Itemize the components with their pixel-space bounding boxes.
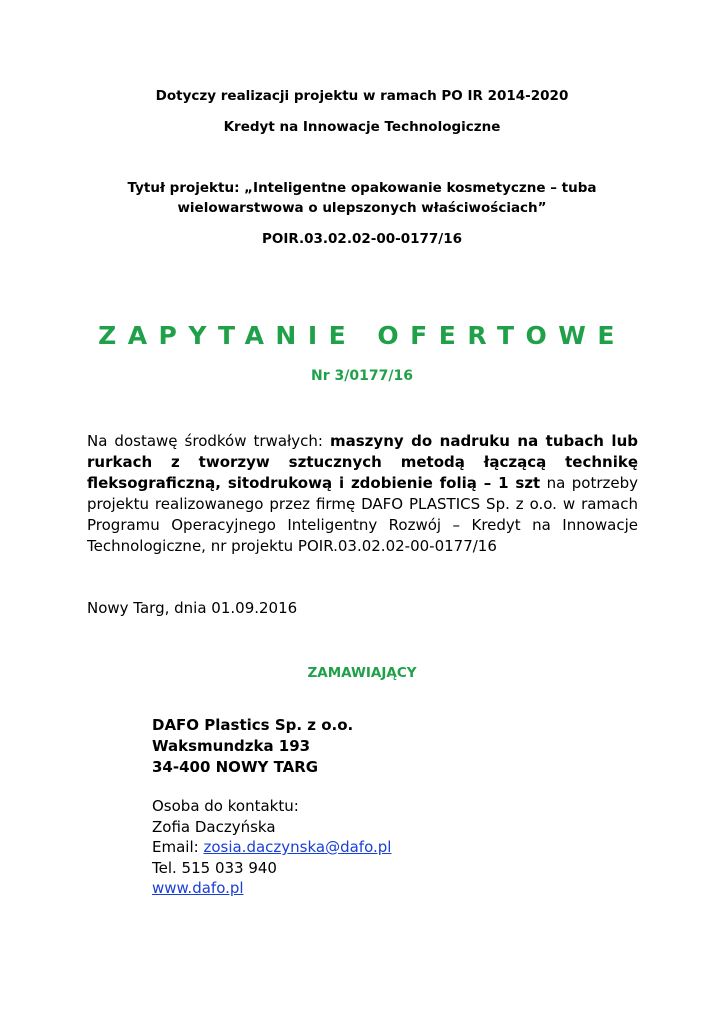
program-line: Dotyczy realizacji projektu w ramach PO IR 2014-2020 — [155, 88, 569, 104]
description-paragraph — [87, 431, 638, 557]
description-line-5: Programu Operacyjnego Inteligentny Rozwój – Kredyt na Innowacje — [87, 516, 638, 534]
description-line-2 — [87, 452, 638, 473]
description-intro: Na dostawę środków trwałych: — [87, 432, 330, 450]
description-line-4: projektu realizowanego przez firmę DAFO PLASTICS Sp. z o.o. w ramach — [87, 495, 638, 513]
description-subject-2: rurkach z tworzyw sztucznych metodą łączącą technikę — [87, 453, 638, 471]
buyer-name: DAFO Plastics Sp. z o.o. — [152, 716, 354, 734]
buyer-street: Waksmundzka 193 — [152, 737, 311, 755]
description-line-6: Technologiczne, nr projektu POIR.03.02.02-00-0177/16 — [87, 537, 497, 555]
description-subject-1: maszyny do nadruku na tubach lub — [330, 432, 638, 450]
contact-details — [152, 796, 391, 899]
credit-line: Kredyt na Innowacje Technologiczne — [223, 119, 501, 135]
contact-email-row — [152, 837, 391, 858]
project-title-line-1: Tytuł projektu: „Inteligentne opakowanie kosmetyczne – tuba — [127, 180, 597, 196]
email-link[interactable]: zosia.daczynska@dafo.pl — [203, 838, 392, 856]
project-code: POIR.03.02.02-00-0177/16 — [261, 231, 463, 247]
description-subject-3: fleksograficzną, sitodrukową i zdobienie folią – 1 szt — [87, 474, 541, 492]
website-link[interactable]: www.dafo.pl — [152, 879, 244, 897]
buyer-address — [152, 715, 353, 778]
document-number: Nr 3/0177/16 — [311, 368, 413, 384]
buyer-city: 34-400 NOWY TARG — [152, 758, 319, 776]
buyer-heading: ZAMAWIAJĄCY — [307, 665, 417, 681]
contact-label: Osoba do kontaktu: — [152, 797, 299, 815]
description-line-1 — [87, 431, 638, 452]
description-purpose: na potrzeby — [540, 474, 639, 492]
email-label: Email: — [152, 838, 204, 856]
contact-phone: Tel. 515 033 940 — [152, 858, 277, 877]
place-and-date: Nowy Targ, dnia 01.09.2016 — [87, 599, 298, 617]
contact-person: Zofia Daczyńska — [152, 817, 276, 836]
project-title-line-2: wielowarstwowa o ulepszonych właściwościach” — [177, 200, 547, 216]
contact-website-row — [152, 878, 391, 899]
description-line-3 — [87, 473, 638, 494]
document-title: ZAPYTANIE OFERTOWE — [98, 321, 626, 350]
